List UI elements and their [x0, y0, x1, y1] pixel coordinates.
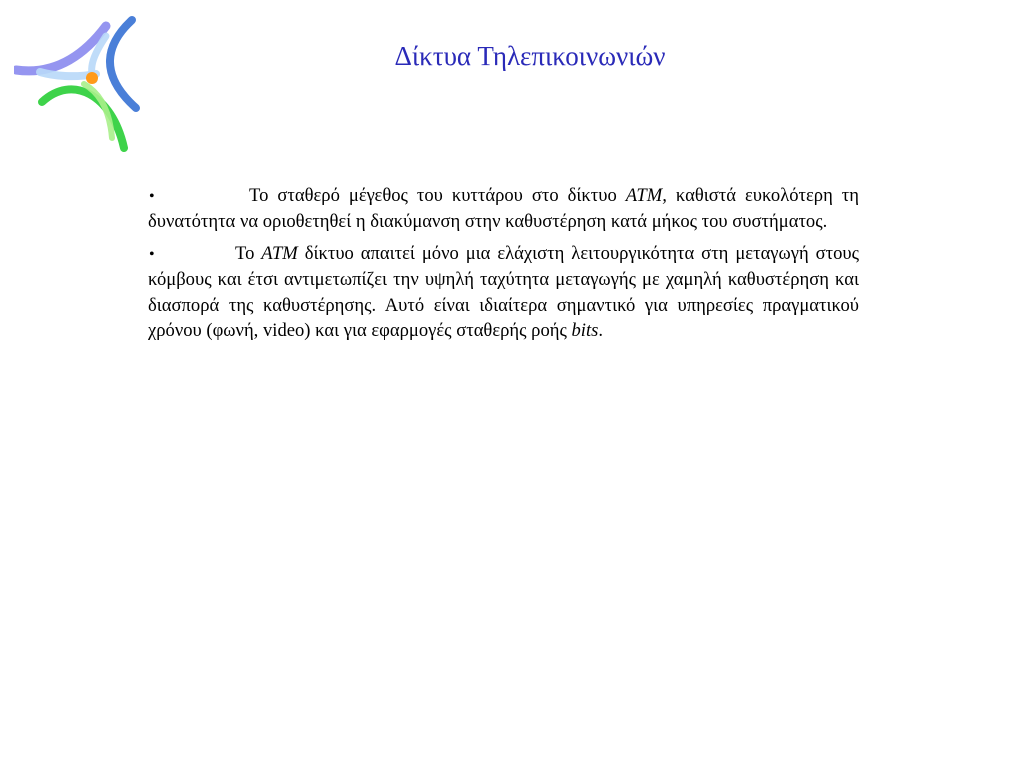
bullet-2-bits: bits: [571, 320, 599, 342]
bullet-2-text-middle: δίκτυο απαιτεί μόνο μια ελάχιστη λειτουργικότητα στη μεταγωγή στους κόμβους και έτσι αντιμετωπίζει την υψηλή ταχύτητα μεταγωγής με χαμηλή καθυστέρηση και διασπορά της καθυστέρησης. Αυτό είναι ιδιαίτερα σημαντικό για υπηρεσίες πραγματικού χρόνου (φωνή, video) και για εφαρμογές σταθερής ροής: [148, 242, 859, 342]
bullet-item-1: [148, 183, 859, 235]
content-body: [148, 183, 859, 349]
page-title: Δίκτυα Τηλεπικοινωνιών: [394, 41, 666, 71]
bullet-1-text-start: Το σταθερό μέγεθος του κυττάρου στο δίκτυο: [249, 185, 617, 206]
bullet-1-atm: ATM,: [625, 185, 667, 206]
bullet-icon: •: [149, 188, 155, 205]
bullet-item-2: [148, 241, 859, 344]
bullet-1-text-end: καθιστά ευκολότερη τη δυνατότητα να οριοθετηθεί η διακύμανση στην καθυστέρηση κατά μήκος του συστήματος.: [148, 185, 859, 233]
bullet-2-period: .: [598, 320, 604, 342]
bullet-2-text-start: Το: [235, 242, 255, 264]
bullet-2-atm: ATM: [261, 242, 298, 264]
bullet-icon: •: [149, 245, 155, 263]
star-burst-logo-icon: [14, 14, 146, 152]
